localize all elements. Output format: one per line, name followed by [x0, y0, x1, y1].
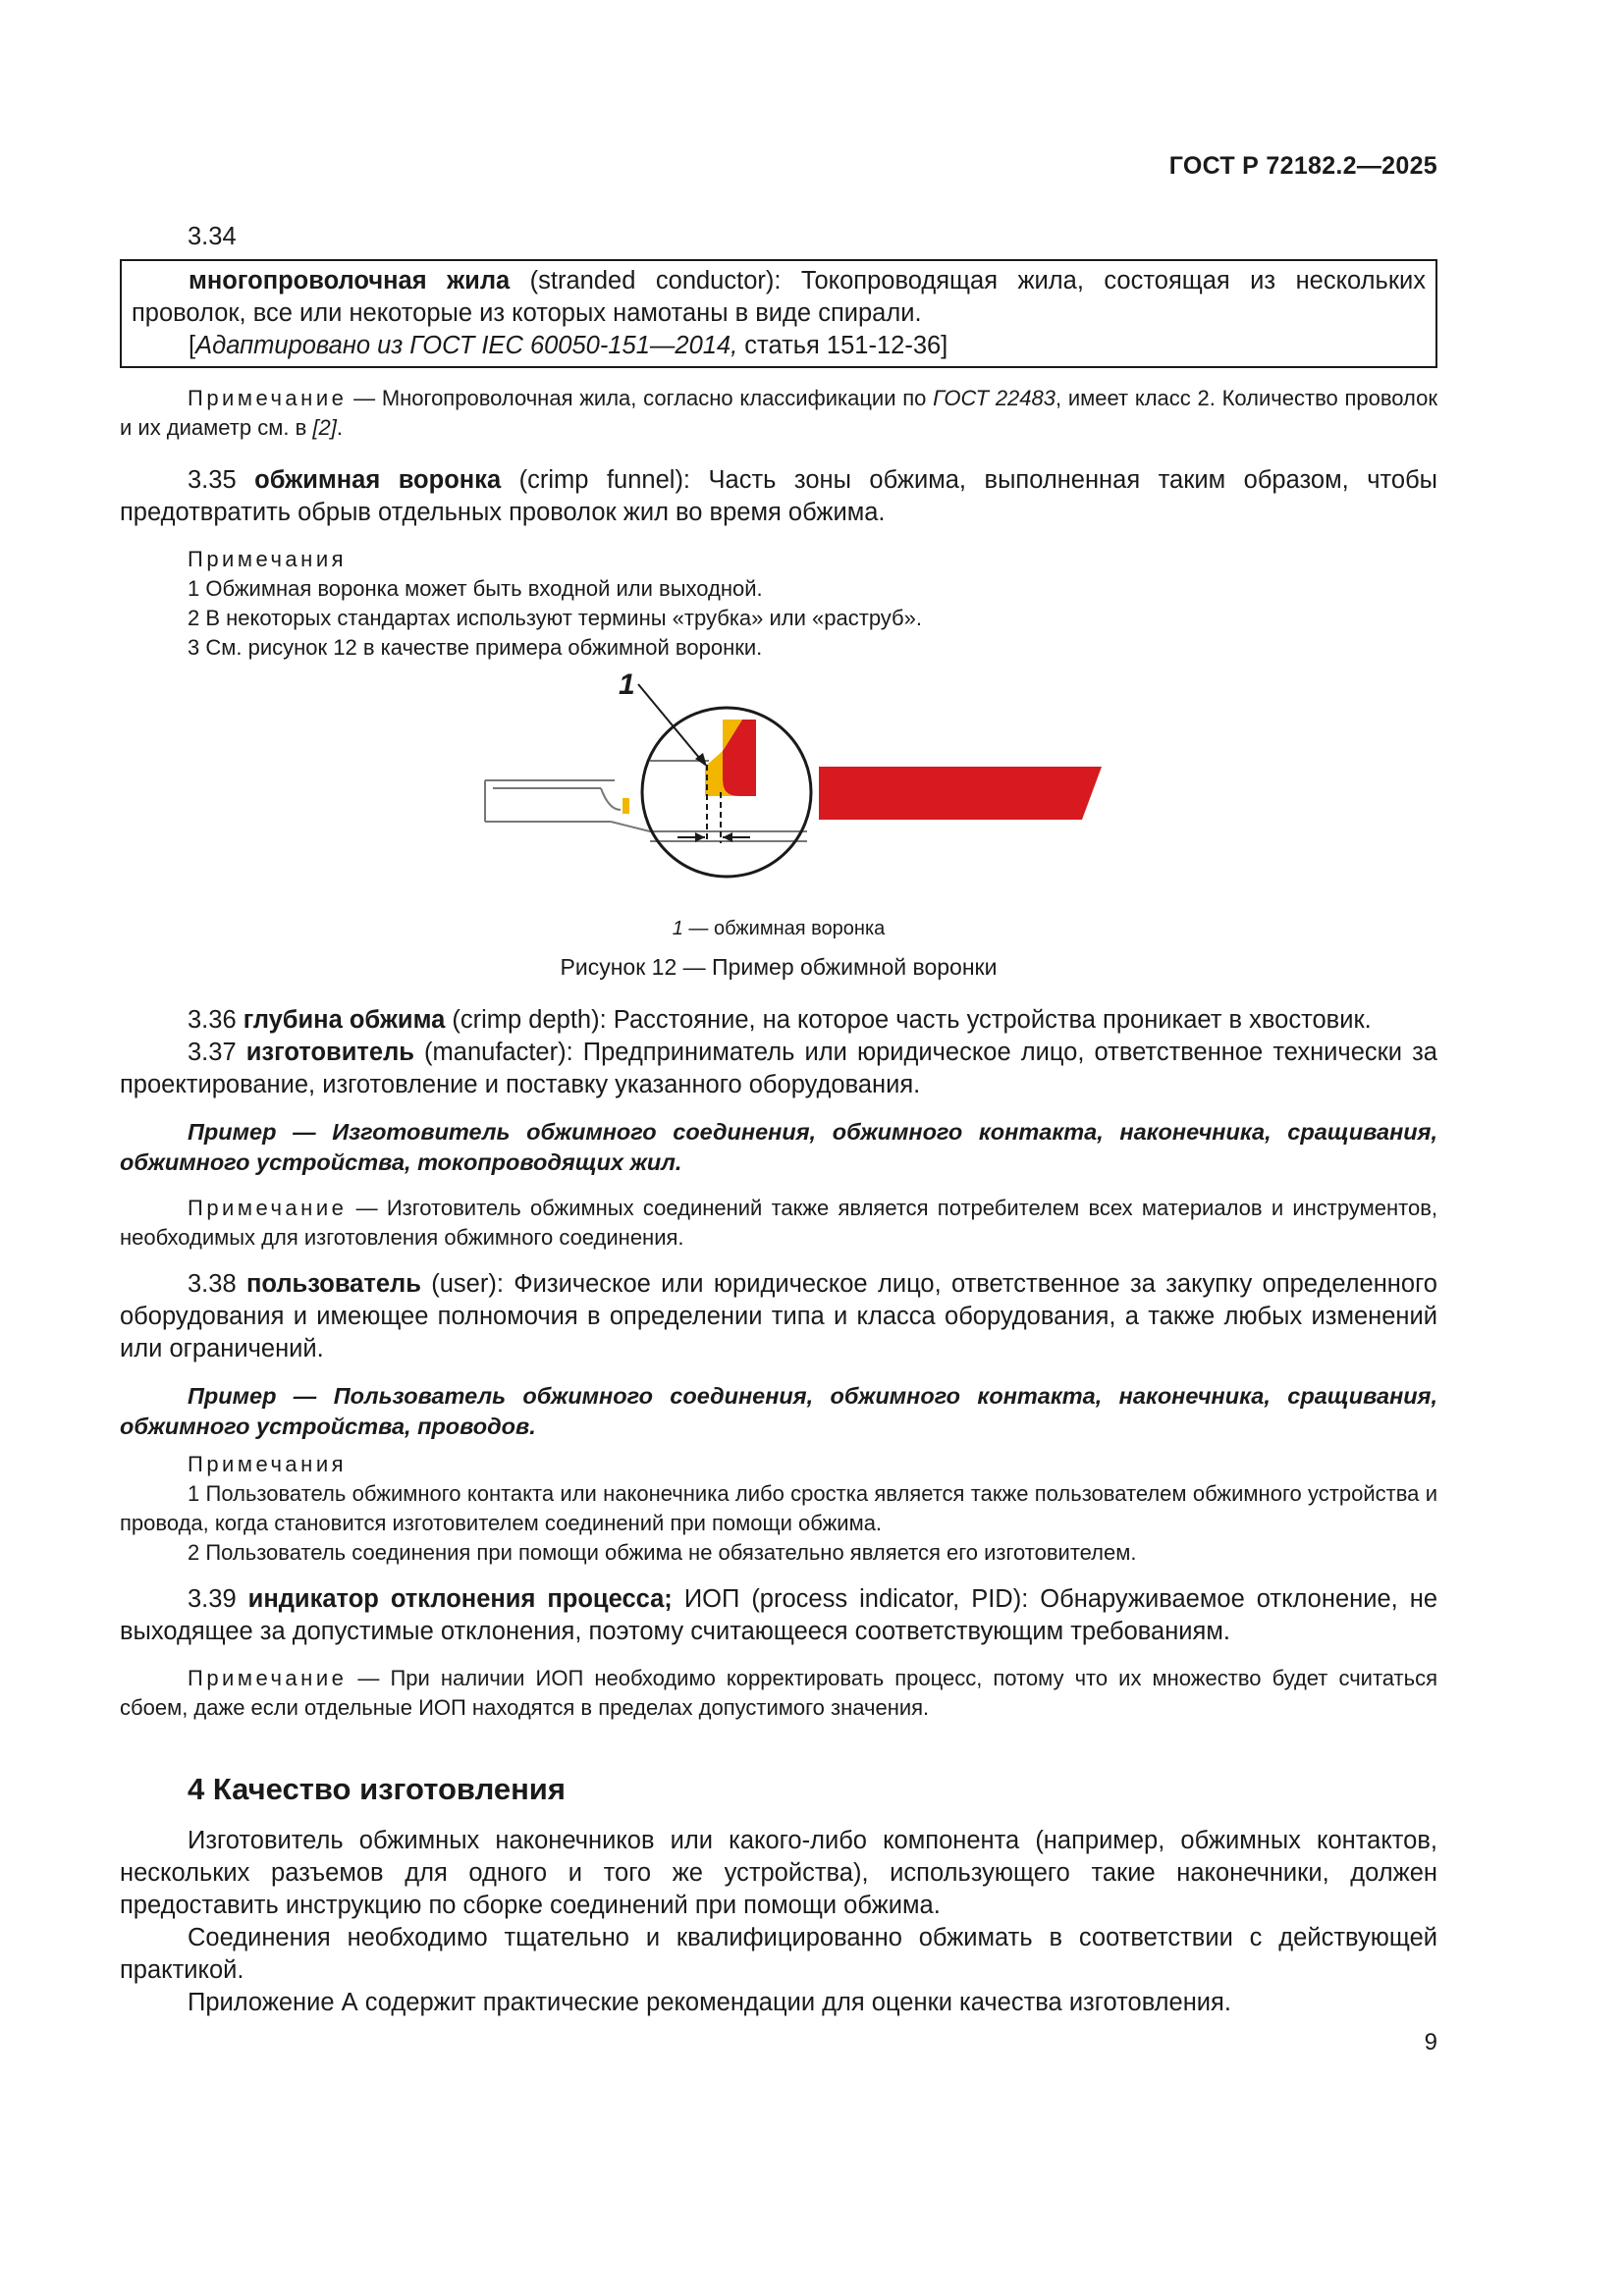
term-crimp-funnel: обжимная воронка [254, 466, 502, 494]
note-item: 1 Пользователь обжимного контакта или наконечника либо сростка является также пользователем обжимного устройства и провода, когда становится изготовителем соединений при помощи обжима. [120, 1481, 1437, 1535]
term-process-indicator: индикатор отклонения процесса; [247, 1585, 673, 1613]
terminal-bend [601, 788, 621, 810]
wire-insulation [819, 767, 1102, 820]
note-item: 2 В некоторых стандартах используют термины «трубка» или «раструб». [188, 606, 922, 630]
note-text-b: , имеет класс 2. Количество проволок и их диаметр см. в [120, 386, 1438, 440]
notes-label: Примечания [188, 547, 348, 571]
terminal-slope [611, 822, 650, 831]
definition-source [132, 330, 1426, 362]
source-bracket: [ [189, 332, 196, 359]
term-number-3-34: 3.34 [188, 223, 237, 250]
definition-text: (manufacter): Предприниматель или юридическое лицо, ответственное технически за проектирование, изготовление и поставку указанного оборудования. [120, 1039, 1437, 1098]
note-3-37 [120, 1194, 1437, 1253]
term-user: пользователь [245, 1270, 421, 1298]
note-text: — Изготовитель обжимных соединений также является потребителем всех материалов и инструментов, необходимых для изготовления обжимного соединения. [120, 1196, 1437, 1250]
definition-3-36 [120, 1004, 1437, 1037]
note-item: 2 Пользователь соединения при помощи обжима не обязательно является его изготовителем. [188, 1540, 1137, 1565]
term-number: 3.37 [188, 1039, 246, 1066]
small-funnel-mark [623, 798, 629, 814]
note-label: Примечание [188, 1196, 348, 1220]
figure-caption: Рисунок 12 — Пример обжимной воронки [560, 954, 998, 980]
legend-number: 1 [672, 918, 683, 939]
definition-text: ИОП (process indicator, PID): Обнаруживаемое отклонение, не выходящее за допустимые отклонения, поэтому считающееся соответствующим требованиям. [120, 1585, 1437, 1645]
note-label: Примечание [188, 1666, 348, 1690]
term-number: 3.35 [188, 466, 255, 494]
definition-3-35 [120, 464, 1437, 529]
terminal-body [485, 761, 807, 841]
note-end: . [336, 415, 343, 440]
section-4-paragraph: Приложение А содержит практические рекомендации для оценки качества изготовления. [188, 1989, 1231, 2016]
term-number: 3.39 [188, 1585, 248, 1613]
example-3-38: Пример — Пользователь обжимного соединения, обжимного контакта, наконечника, сращивания, обжимного устройства, проводов. [120, 1383, 1437, 1439]
note-bibliography-reference: [2] [312, 415, 337, 440]
note-text-a: — Многопроволочная жила, согласно классификации по [347, 386, 934, 410]
figure-crimp-funnel [120, 663, 1437, 908]
page-content [120, 221, 1437, 2019]
example-3-37: Пример — Изготовитель обжимного соединения, обжимного контакта, наконечника, сращивания, обжимного устройства, токопроводящих жил. [120, 1119, 1437, 1175]
term-crimp-depth: глубина обжима [243, 1006, 446, 1034]
definition-text: (user): Физическое или юридическое лицо, ответственное за закупку определенного оборудования и имеющее полномочия в определении типа и класса оборудования, а также любых изменений или ограничений. [120, 1270, 1437, 1362]
definition-text: (crimp funnel): Часть зоны обжима, выполненная таким образом, чтобы предотвратить обрыв отдельных проволок жил во время обжима. [120, 466, 1437, 526]
term-stranded-conductor: многопроволочная жила [189, 267, 511, 294]
note-item: 1 Обжимная воронка может быть входной или выходной. [188, 576, 763, 601]
section-4-paragraph: Изготовитель обжимных наконечников или какого-либо компонента (например, обжимных контактов, нескольких разъемов для одного и того же устройства), использующего такие наконечники, должен предоставить инструкцию по сборке соединений при помощи обжима. [120, 1827, 1437, 1919]
crimp-funnel-diagram [120, 663, 1437, 908]
legend-text: — обжимная воронка [682, 918, 886, 939]
definition-3-37 [120, 1037, 1437, 1101]
term-number: 3.36 [188, 1006, 244, 1034]
definition-3-39 [120, 1583, 1437, 1648]
source-reference: Адаптировано из ГОСТ IEC 60050-151—2014, [195, 332, 738, 359]
definition-text: (stranded conductor): Токопроводящая жила, состоящая из нескольких проволок, все или некоторые из которых намотаны в виде спирали. [132, 267, 1426, 327]
callout-leader [638, 684, 705, 765]
document-number: ГОСТ Р 72182.2—2025 [1168, 152, 1437, 180]
note-item: 3 См. рисунок 12 в качестве примера обжимной воронки. [188, 635, 763, 660]
note-3-39 [120, 1664, 1437, 1723]
page-number: 9 [1424, 2029, 1437, 2056]
notes-label: Примечания [188, 1452, 348, 1476]
section-4-paragraph: Соединения необходимо тщательно и квалифицированно обжимать в соответствии с действующей практикой. [120, 1924, 1437, 1984]
note-gost-reference: ГОСТ 22483 [933, 386, 1056, 410]
figure-legend [120, 914, 1437, 943]
term-number: 3.38 [188, 1270, 246, 1298]
callout-number: 1 [619, 668, 635, 701]
source-article: статья 151-12-36] [737, 332, 948, 359]
note-text: — При наличии ИОП необходимо корректировать процесс, потому что их множество будет считаться сбоем, даже если отдельные ИОП находятся в пределах допустимого значения. [120, 1666, 1437, 1720]
definition-text: (crimp depth): Расстояние, на которое часть устройства проникает в хвостовик. [445, 1006, 1372, 1034]
section-4-heading: 4 Качество изготовления [188, 1772, 566, 1806]
definition-box [120, 259, 1437, 368]
note-3-34 [120, 384, 1437, 443]
note-label: Примечание [188, 386, 348, 410]
term-manufacturer: изготовитель [245, 1039, 414, 1066]
definition-3-34 [132, 265, 1426, 330]
definition-3-38 [120, 1268, 1437, 1365]
